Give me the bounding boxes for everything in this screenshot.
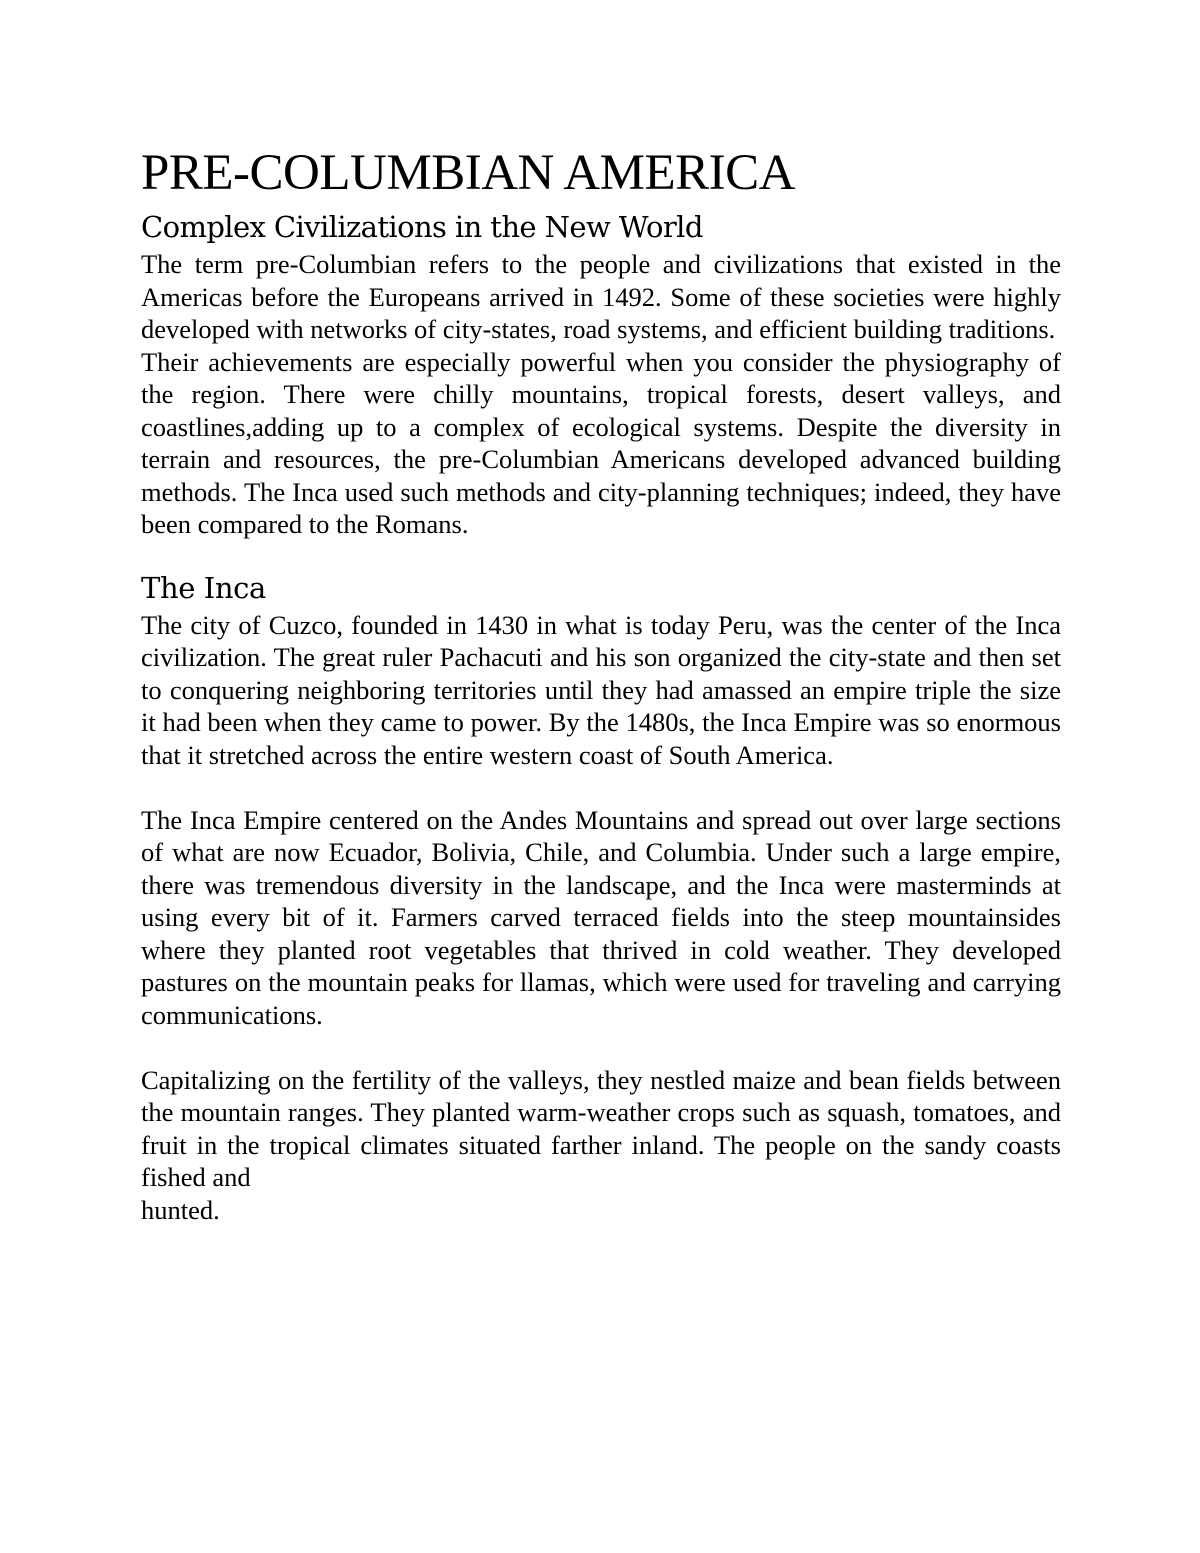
intro-paragraph-2: Their achievements are especially powerful when you consider the physiography of the region. There were chilly mountains, tropical forests, desert valleys, and coastlines,adding up to a complex of ecological systems. Despite the diversity in terrain and resources, the pre-Columbian Americans developed advanced building methods. The Inca used such methods and city-planning techniques; indeed, they have been compared to the Romans. [141, 346, 1061, 539]
section-heading-inca: The Inca [141, 570, 266, 605]
paragraph-spacer [141, 1031, 1061, 1064]
inca-paragraph-4: hunted. [141, 1194, 220, 1225]
inca-paragraph-2: The Inca Empire centered on the Andes Mountains and spread out over large sections of what are now Ecuador, Bolivia, Chile, and Columbia. Under such a large empire, there was tremendous diversity in the landscape, and the Inca were masterminds at using every bit of it. Farmers carved terraced fields into the steep mountainsides where they planted root vegetables that thrived in cold weather. They developed pastures on the mountain peaks for llamas, which were used for traveling and carrying communications. [141, 804, 1061, 1030]
paragraph-spacer [141, 771, 1061, 804]
inca-paragraph-3: Capitalizing on the fertility of the valleys, they nestled maize and bean fields between the mountain ranges. They planted warm-weather crops such as squash, tomatoes, and fruit in the tropical climates situated farther inland. The people on the sandy coasts fished and [141, 1064, 1061, 1192]
page-subtitle: Complex Civilizations in the New World [141, 210, 703, 244]
page-title: PRE-COLUMBIAN AMERICA [141, 145, 795, 201]
inca-paragraph-1: The city of Cuzco, founded in 1430 in what is today Peru, was the center of the Inca civilization. The great ruler Pachacuti and his son organized the city-state and then set to conquering neighboring territories until they had amassed an empire triple the size it had been when they came to power. By the 1480s, the Inca Empire was so enormous that it stretched across the entire western coast of South America. [141, 609, 1061, 770]
intro-paragraph-1: The term pre-Columbian refers to the people and civilizations that existed in the Americas before the Europeans arrived in 1492. Some of these societies were highly developed with networks of city-states, road systems, and efficient building traditions. [141, 249, 1061, 344]
document-page [141, 140, 1061, 1226]
